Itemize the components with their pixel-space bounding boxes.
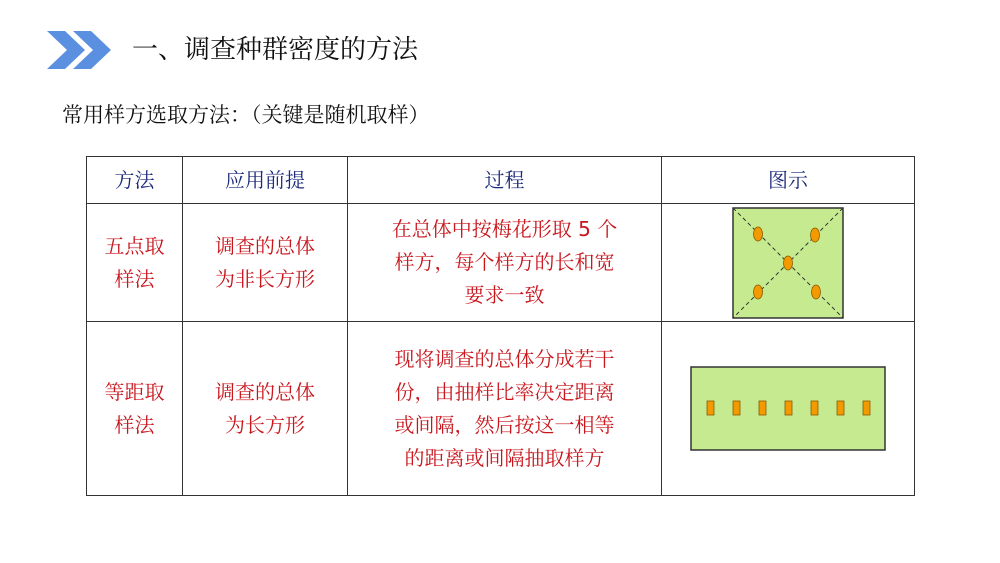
premise-line: 调查的总体 bbox=[215, 233, 315, 258]
table-row bbox=[87, 322, 915, 496]
method-line: 样法 bbox=[114, 412, 155, 437]
column-header: 方法 bbox=[87, 157, 183, 204]
premise-cell bbox=[183, 204, 348, 322]
equidistant-diagram bbox=[690, 366, 886, 451]
process-line: 样方，每个样方的长和宽 bbox=[394, 250, 615, 274]
five-point-diagram bbox=[732, 207, 844, 319]
process-line: 在总体中按梅花形取 5 个 bbox=[391, 217, 618, 241]
sampling-methods-table bbox=[86, 156, 915, 496]
method-cell bbox=[87, 204, 183, 322]
method-line: 等距取 bbox=[104, 379, 165, 404]
table-row bbox=[87, 204, 915, 322]
column-header: 过程 bbox=[348, 157, 662, 204]
chevron-right-icon bbox=[47, 31, 113, 69]
process-line: 份，由抽样比率决定距离 bbox=[394, 379, 615, 404]
premise-line: 调查的总体 bbox=[215, 379, 315, 404]
process-line: 要求一致 bbox=[464, 283, 545, 307]
table-header-row bbox=[87, 157, 915, 204]
diagram-cell bbox=[662, 322, 915, 496]
process-line: 的距离或间隔抽取样方 bbox=[404, 445, 605, 470]
column-header: 应用前提 bbox=[183, 157, 348, 204]
diagram-cell bbox=[662, 204, 915, 322]
premise-cell bbox=[183, 322, 348, 496]
process-line: 现将调查的总体分成若干 bbox=[394, 346, 615, 371]
process-cell bbox=[348, 204, 662, 322]
process-cell bbox=[348, 322, 662, 496]
premise-line: 为长方形 bbox=[225, 412, 305, 437]
method-line: 样法 bbox=[114, 266, 155, 291]
page-title: 一、调查种群密度的方法 bbox=[132, 35, 419, 65]
method-line: 五点取 bbox=[104, 233, 165, 258]
method-cell bbox=[87, 322, 183, 496]
column-header: 图示 bbox=[662, 157, 915, 204]
subtitle: 常用样方选取方法：（关键是随机取样） bbox=[62, 103, 430, 127]
premise-line: 为非长方形 bbox=[215, 266, 315, 291]
process-line: 或间隔，然后按这一相等 bbox=[394, 412, 615, 437]
